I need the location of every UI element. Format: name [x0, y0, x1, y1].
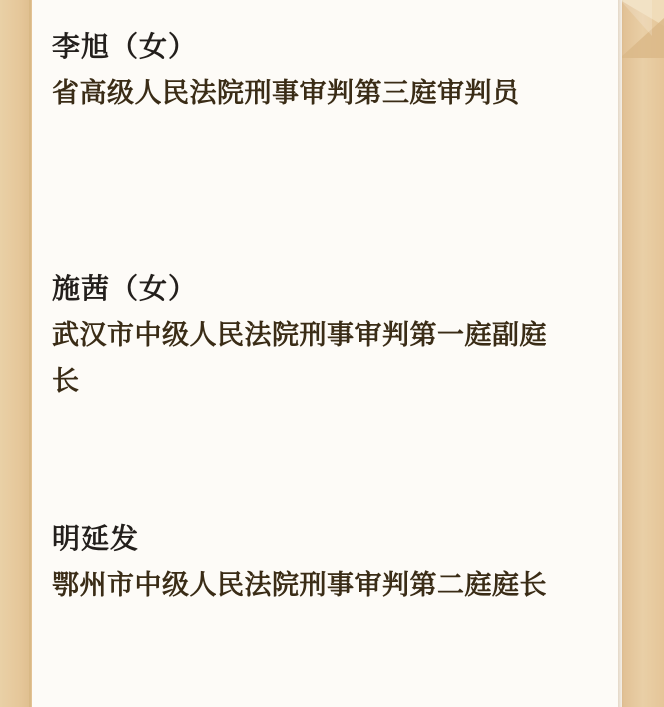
- right-decorative-strip: [622, 0, 664, 707]
- entry-title: 武汉市中级人民法院刑事审判第一庭副庭长: [52, 319, 547, 397]
- entry-title: 鄂州市中级人民法院刑事审判第二庭庭长: [52, 569, 547, 600]
- entry-title: 省高级人民法院刑事审判第三庭审判员: [52, 77, 520, 108]
- list-item: [52, 30, 552, 116]
- list-item: [52, 272, 552, 404]
- entry-name: 明延发: [52, 523, 140, 554]
- list-item: [52, 522, 552, 608]
- left-edge-line: [29, 0, 31, 707]
- left-decorative-strip: [0, 0, 30, 707]
- sheet-right-shadow: [618, 0, 624, 707]
- entry-name: 李旭（女）: [52, 31, 198, 62]
- entry-name: 施茜（女）: [52, 273, 198, 304]
